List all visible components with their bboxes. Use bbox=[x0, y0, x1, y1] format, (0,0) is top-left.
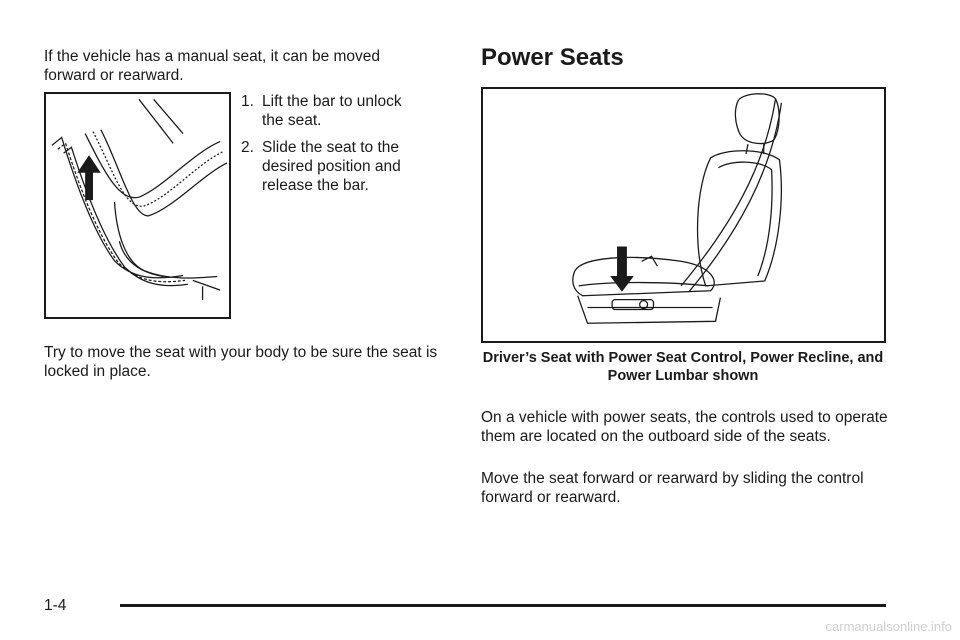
outro-paragraph: Try to move the seat with your body to be sure the seat is locked in place. bbox=[44, 344, 438, 380]
step-2-number: 2. bbox=[241, 139, 254, 156]
figure-caption: Driver’s Seat with Power Seat Control, Power Recline, and Power Lumbar shown bbox=[482, 350, 884, 384]
move-seat-paragraph: Move the seat forward or rearward by sliding the control forward or rearward. bbox=[481, 470, 864, 506]
manual-seat-bar-drawing bbox=[46, 94, 229, 317]
power-seat-controls-paragraph: On a vehicle with power seats, the controls used to operate them are located on the outboard side of the seats. bbox=[481, 409, 888, 445]
power-seat-illustration bbox=[481, 87, 886, 343]
watermark: carmanualsonline.info bbox=[825, 619, 952, 634]
manual-seat-bar-illustration bbox=[44, 92, 231, 319]
page-number: 1-4 bbox=[44, 597, 67, 614]
footer-rule bbox=[120, 604, 886, 607]
step-2-text: Slide the seat to the desired position and release the bar. bbox=[262, 139, 401, 194]
step-1-number: 1. bbox=[241, 93, 254, 110]
section-heading: Power Seats bbox=[481, 44, 624, 71]
step-1-text: Lift the bar to unlock the seat. bbox=[262, 93, 402, 129]
power-seat-drawing bbox=[483, 89, 884, 341]
intro-paragraph: If the vehicle has a manual seat, it can be moved forward or rearward. bbox=[44, 48, 381, 84]
